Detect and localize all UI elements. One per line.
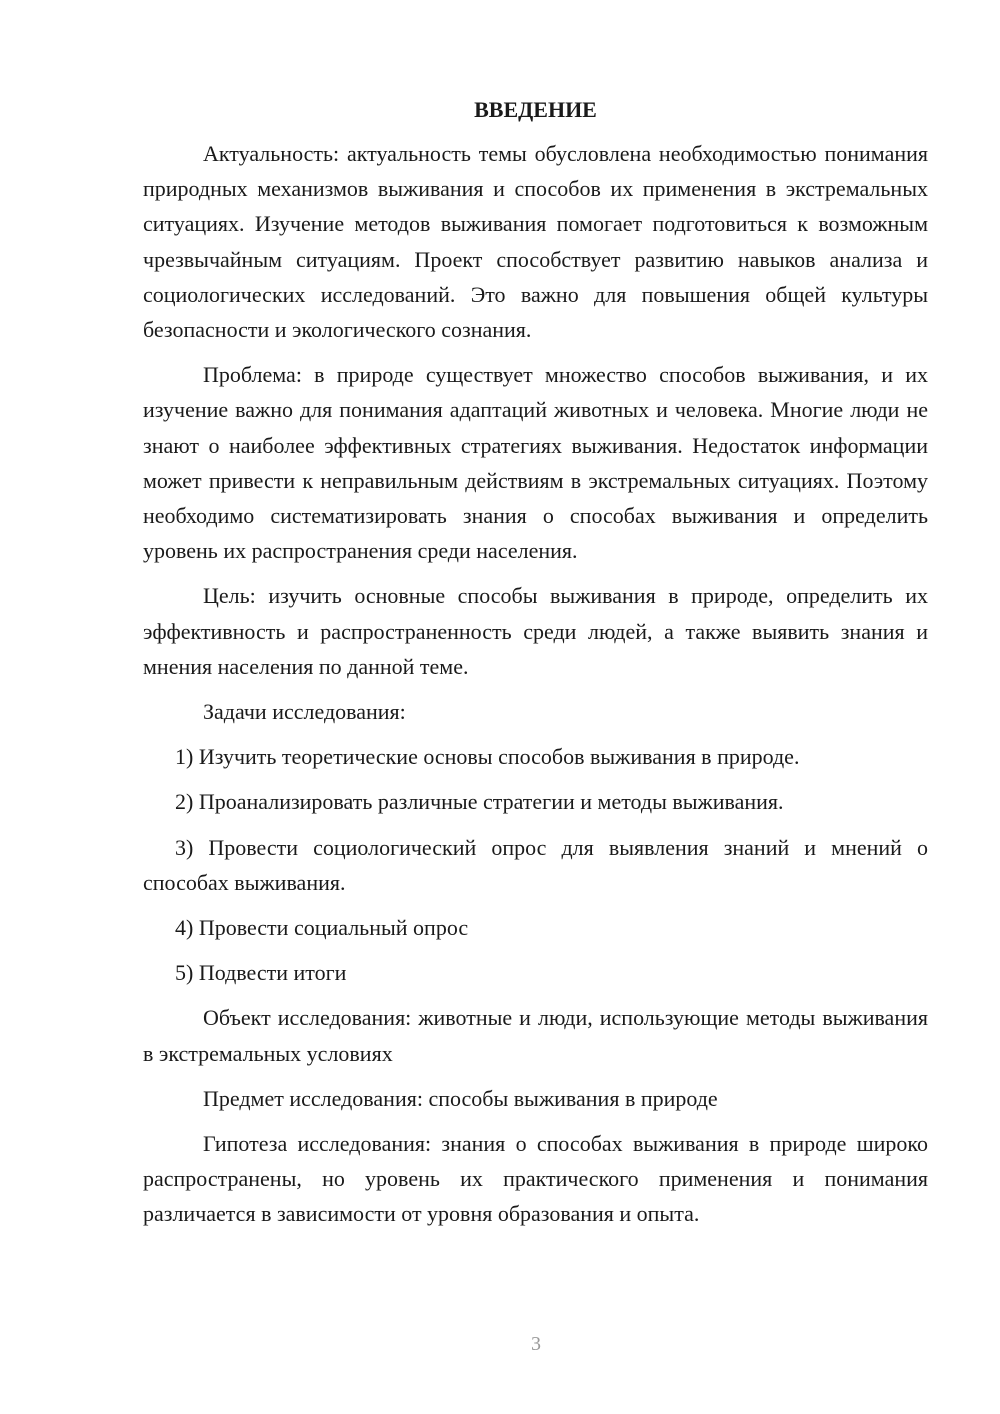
relevance-paragraph: Актуальность: актуальность темы обусловлена необходимостью понимания природных механизмов выживания и способов их применения в экстремальных ситуациях. Изучение методов выживания помогает подготовиться к возможным чрезвычайным ситуациям. Проект способствует развитию навыков анализа и социологических исследований. Это важно для повышения общей культуры безопасности и экологического сознания.: [143, 141, 928, 343]
problem-paragraph: Проблема: в природе существует множество способов выживания, и их изучение важно для понимания адаптаций животных и человека. Многие люди не знают о наиболее эффективных стратегиях выживания. Недостаток информации может привести к неправильным действиям в экстремальных ситуациях. Поэтому необходимо систематизировать знания о способах выживания и определить уровень их распространения среди населения.: [143, 362, 928, 564]
task-item-3: 3) Провести социологический опрос для выявления знаний и мнений о способах выживания.: [143, 834, 928, 895]
object-paragraph: Объект исследования: животные и люди, использующие методы выживания в экстремальных условиях: [143, 1005, 928, 1066]
goal-paragraph: Цель: изучить основные способы выживания в природе, определить их эффективность и распространенность среди людей, а также выявить знания и мнения населения по данной теме.: [143, 583, 928, 679]
hypothesis-paragraph: Гипотеза исследования: знания о способах выживания в природе широко распространены, но уровень их практического применения и понимания различается в зависимости от уровня образования и опыта.: [143, 1131, 928, 1227]
document-page: [143, 92, 928, 1232]
task-item-2: 2) Проанализировать различные стратегии и методы выживания.: [175, 789, 784, 815]
tasks-title: Задачи исследования:: [203, 699, 406, 725]
subject-paragraph: Предмет исследования: способы выживания в природе: [203, 1085, 718, 1111]
task-item-4: 4) Провести социальный опрос: [175, 915, 469, 941]
page-title: ВВЕДЕНИЕ: [474, 97, 597, 122]
task-item-1: 1) Изучить теоретические основы способов выживания в природе.: [175, 744, 800, 770]
page-number: 3: [531, 1333, 541, 1355]
task-item-5: 5) Подвести итоги: [175, 960, 347, 986]
